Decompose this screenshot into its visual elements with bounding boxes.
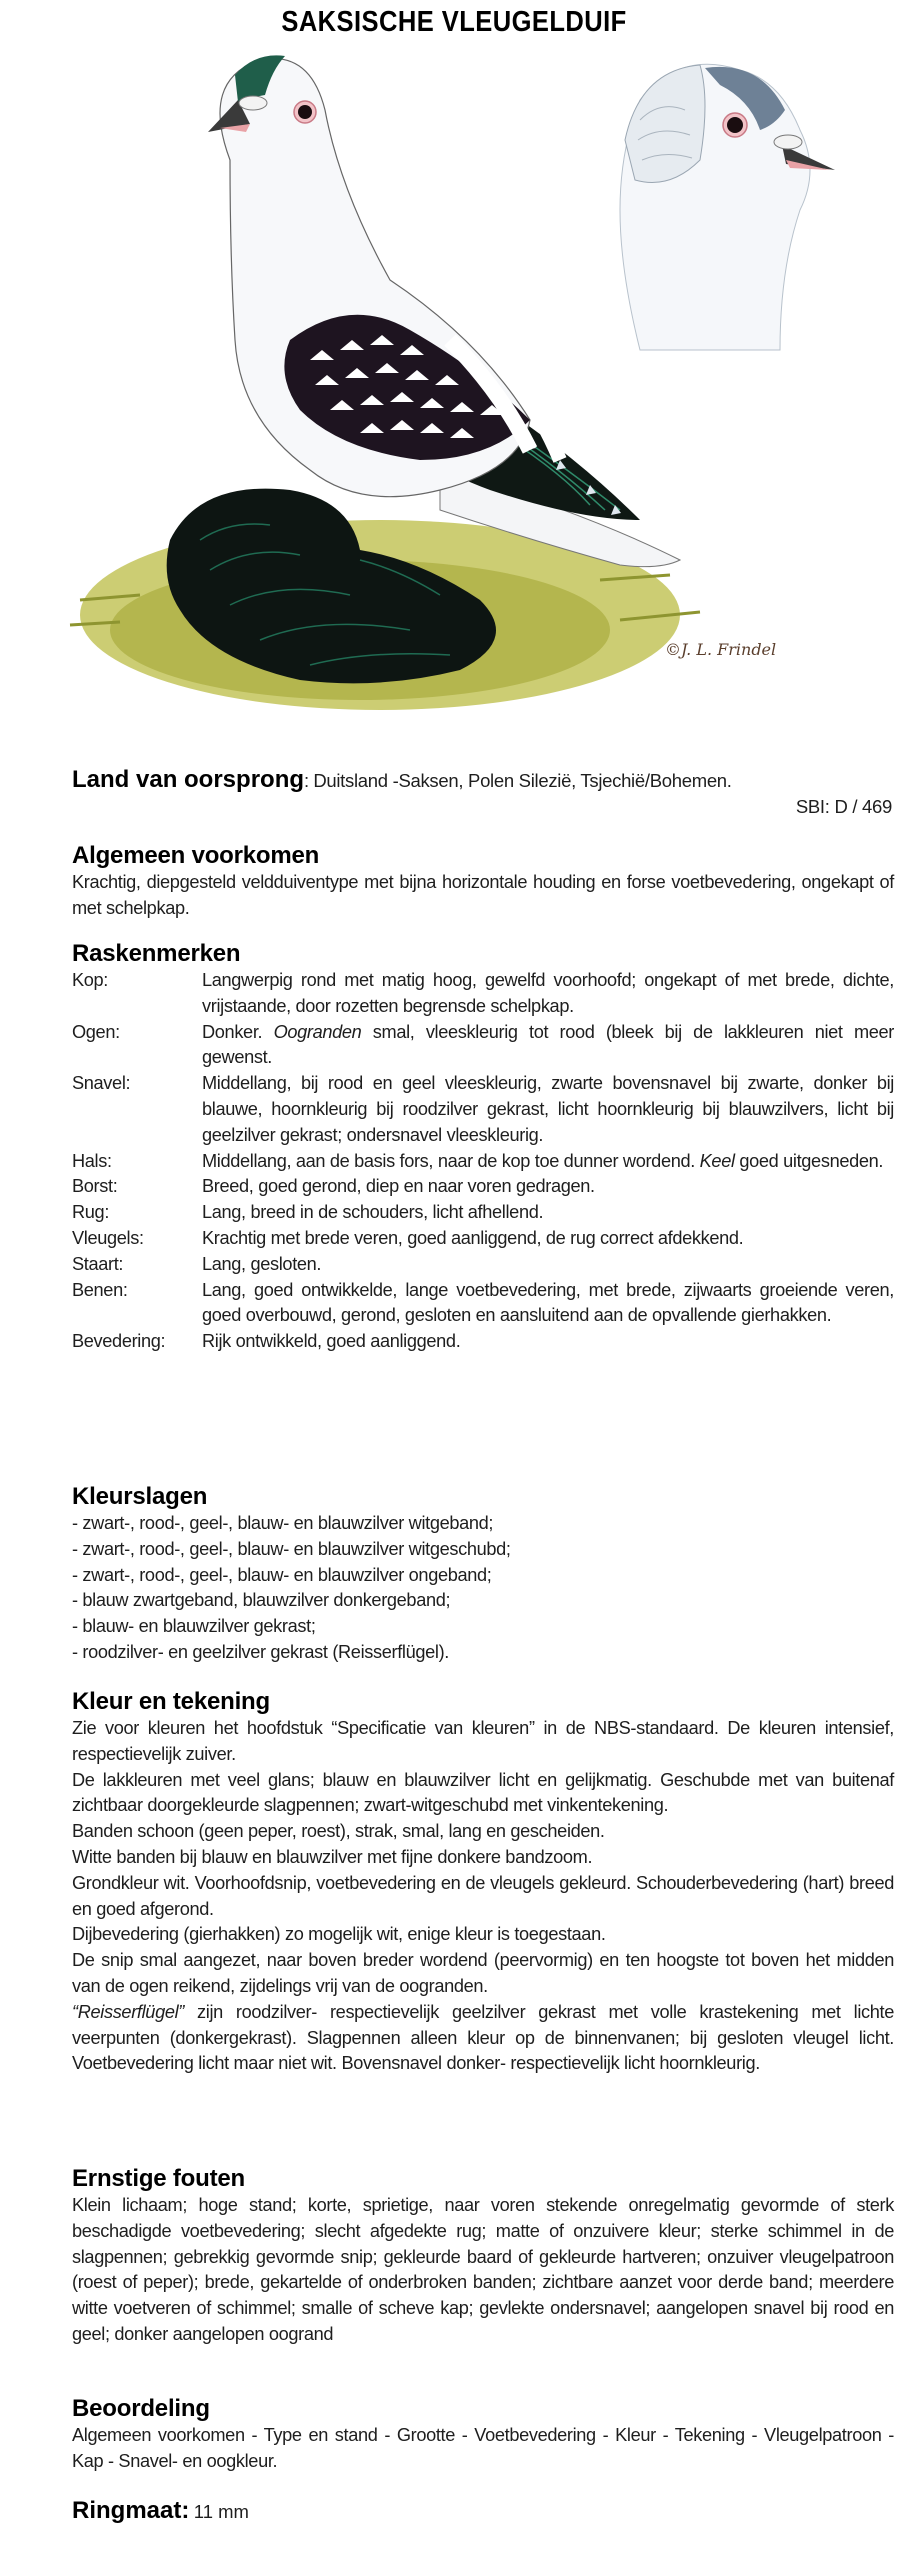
trait-label: Vleugels: (72, 1227, 144, 1248)
trait-value-text: smal, vleeskleurig tot rood (bleek bij de lakkleuren niet meer gewenst. (202, 1021, 895, 1068)
trait-value-text: goed uitgesneden. (734, 1150, 884, 1171)
ring-size (72, 2497, 894, 2525)
trait-value: Breed, goed gerond, diep en naar voren gedragen. (202, 1176, 595, 1197)
origin-value: Duitsland -Saksen, Polen Silezië, Tsjechië/Bohemen. (313, 770, 732, 791)
trait-value: Lang, breed in de schouders, licht afhellend. (202, 1202, 544, 1223)
section-heading: Algemeen voorkomen (72, 842, 320, 869)
reisser-text: zijn roodzilver- respectievelijk geelzilver gekrast met volle krastekening met lichte veerpunten (donkergekrast). Slagpennen alleen kleur op de binnenvanen; bij gesloten vleugel licht. Voetbevedering licht maar niet wit. Bovensnavel donker- respectievelijk licht hoornkleurig. (72, 2001, 894, 2074)
list-item: - zwart-, rood-, geel-, blauw- en blauwzilver ongeband; (72, 1564, 492, 1585)
section-traits (72, 940, 894, 1355)
list-item: - zwart-, rood-, geel-, blauw- en blauwzilver witgeband; (72, 1513, 494, 1533)
trait-label: Benen: (72, 1279, 128, 1300)
paragraph: De lakkleuren met veel glans; blauw en blauwzilver licht en gelijkmatig. Geschubde met van buitenaf zichtbaar doorgekleurde slagpennen; zwart-witgeschubd met vinkentekening. (72, 1769, 894, 1816)
section-heading: Beoordeling (72, 2395, 210, 2422)
list-item: - blauw zwartgeband, blauwzilver donkergeband; (72, 1590, 451, 1611)
trait-label: Borst: (72, 1176, 118, 1197)
section-heading: Kleur en tekening (72, 1688, 270, 1715)
section-text: Klein lichaam; hoge stand; korte, sprietige, naar voren stekende onregelmatig gevormde of sterk beschadigde voetbevedering; slecht afgedekte rug; matte of onzuivere kleur; sterke schimmel in de slagpennen; gebrekkig gevormde snip; gekleurde baard of gekleurde hartveren; onzuiver vleugelpatroon (roest of peper); brede, gekartelde of onderbroken banden; zichtbare aanzet voor derde band; meerdere witte voetveren of schimmel; smalle of scheve kap; gevlekte ondersnavel; aangelopen snavel bij rood en geel; donker aangelopen oogrand (72, 2195, 894, 2344)
sbi-code: SBI: D / 469 (795, 796, 892, 817)
section-color-varieties (72, 1483, 894, 1666)
breed-illustration (60, 40, 860, 730)
origin-line (72, 766, 894, 794)
section-judging (72, 2395, 894, 2475)
trait-label: Kop: (72, 970, 109, 990)
ring-size-label: Ringmaat: (72, 2497, 190, 2524)
paragraph: Grondkleur wit. Voorhoofdsnip, voetbevedering en de vleugels gekleurd. Schouderbevedering (hart) breed en goed afgerond. (72, 1872, 894, 1919)
list-item: - roodzilver- en geelzilver gekrast (Reisserflügel). (72, 1641, 450, 1662)
list-item: - zwart-, rood-, geel-, blauw- en blauwzilver witgeschubd; (72, 1538, 511, 1559)
trait-label: Rug: (72, 1202, 110, 1223)
trait-value (202, 1149, 894, 1175)
trait-value-text: Middellang, aan de basis fors, naar de kop toe dunner wordend. (202, 1150, 700, 1171)
page-title: SAKSISCHE VLEUGELDUIF (281, 6, 627, 38)
trait-label: Snavel: (72, 1073, 131, 1094)
list-item: - blauw- en blauwzilver gekrast; (72, 1616, 316, 1637)
trait-label: Hals: (72, 1150, 112, 1171)
ring-size-value: 11 mm (193, 2501, 249, 2522)
section-heading: Raskenmerken (72, 940, 241, 967)
trait-value: Middellang, bij rood en geel vleeskleurig, zwarte bovensnavel bij zwarte, donker bij blauwe, hoornkleurig bij roodzilver gekrast, licht hoornkleurig bij blauwzilvers, licht bij geelzilver gekrast; ondersnavel vleeskleurig. (202, 1073, 894, 1145)
reisser-term: “Reisserflügel” (72, 2001, 184, 2022)
artist-signature: ©J. L. Frindel (665, 640, 777, 659)
paragraph: Witte banden bij blauw en blauwzilver met fijne donkere bandzoom. (72, 1846, 593, 1867)
head-detail-figure (620, 64, 835, 350)
paragraph: Dijbevedering (gierhakken) zo mogelijk wit, enige kleur is toegestaan. (72, 1924, 606, 1945)
paragraph-reisser (72, 2000, 894, 2077)
section-serious-faults (72, 2165, 894, 2348)
trait-value: Lang, goed ontwikkelde, lange voetbevedering, met brede, zijwaarts groeiende veren, goed overbouwd, gerond, gesloten en aansluitend aan de opvallende gierhakken. (202, 1279, 894, 1326)
trait-value-emphasis: Keel (699, 1150, 735, 1171)
trait-value: Lang, gesloten. (202, 1253, 322, 1274)
trait-value-emphasis: Oogranden (273, 1021, 362, 1042)
section-color-markings (72, 1688, 894, 2077)
section-text: Algemeen voorkomen - Type en stand - Grootte - Voetbevedering - Kleur - Tekening - Vleugelpatroon - Kap - Snavel- en oogkleur. (72, 2425, 894, 2471)
trait-value-text: Donker. (202, 1021, 274, 1042)
trait-label: Bevedering: (72, 1331, 166, 1352)
section-heading: Kleurslagen (72, 1483, 208, 1510)
section-heading: Ernstige fouten (72, 2165, 246, 2192)
trait-value (202, 1020, 894, 1072)
paragraph: Banden schoon (geen peper, roest), strak, smal, lang en gescheiden. (72, 1821, 605, 1842)
paragraph: Zie voor kleuren het hoofdstuk “Specificatie van kleuren” in de NBS-standaard. De kleuren intensief, respectievelijk zuiver. (72, 1718, 894, 1764)
section-text: Krachtig, diepgesteld veldduiventype met bijna horizontale houding en forse voetbevedering, ongekapt of met schelpkap. (72, 872, 894, 918)
trait-value: Krachtig met brede veren, goed aanliggend, de rug correct afdekkend. (202, 1227, 744, 1248)
trait-value: Langwerpig rond met matig hoog, gewelfd voorhoofd; ongekapt of met brede, dichte, vrijstaande, door rozetten begrensde schelpkap. (202, 970, 894, 1016)
trait-label: Ogen: (72, 1021, 120, 1042)
paragraph: De snip smal aangezet, naar boven breder wordend (peervormig) en ten hoogste tot boven het midden van de ogen reikend, zijdelings vrij van de oogranden. (72, 1950, 894, 1996)
section-general (72, 842, 894, 922)
origin-label: Land van oorsprong (72, 766, 305, 793)
trait-value: Rijk ontwikkeld, goed aanliggend. (202, 1331, 461, 1352)
origin-separator: : (304, 770, 309, 791)
trait-label: Staart: (72, 1253, 124, 1274)
traits-table (72, 968, 894, 1355)
